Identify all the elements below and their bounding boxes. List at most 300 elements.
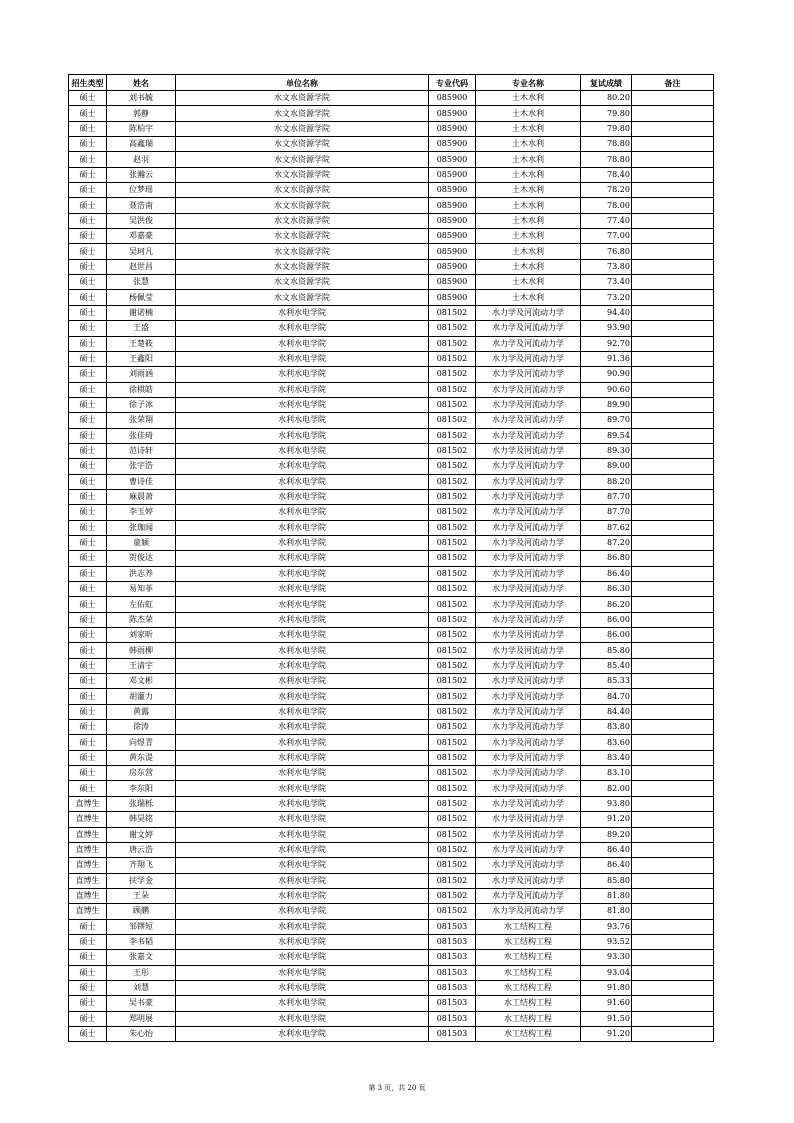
name-cell: 李书韬 <box>107 934 176 949</box>
retest-score-cell: 81.80 <box>581 888 632 903</box>
major-name-cell: 水力学及河流动力学 <box>476 873 581 888</box>
name-cell: 陈柏宇 <box>107 121 176 136</box>
unit-name-cell: 水文水资源学院 <box>176 137 429 152</box>
remarks-cell <box>632 505 714 520</box>
major-code-cell: 081502 <box>429 321 476 336</box>
unit-name-cell: 水文水资源学院 <box>176 275 429 290</box>
major-code-cell: 081502 <box>429 597 476 612</box>
header-major-name: 专业名称 <box>476 75 581 91</box>
unit-name-cell: 水利水电学院 <box>176 428 429 443</box>
major-code-cell: 081502 <box>429 612 476 627</box>
table-row <box>69 597 714 612</box>
major-code-cell: 081502 <box>429 428 476 443</box>
remarks-cell <box>632 1026 714 1041</box>
unit-name-cell: 水利水电学院 <box>176 1026 429 1041</box>
major-code-cell: 081502 <box>429 551 476 566</box>
remarks-cell <box>632 413 714 428</box>
major-name-cell: 土木水利 <box>476 152 581 167</box>
unit-name-cell: 水利水电学院 <box>176 628 429 643</box>
table-row <box>69 704 714 719</box>
major-name-cell: 土木水利 <box>476 183 581 198</box>
enrollment-type-cell: 直博生 <box>69 812 107 827</box>
enrollment-type-cell: 硕士 <box>69 198 107 213</box>
remarks-cell <box>632 643 714 658</box>
enrollment-type-cell: 硕士 <box>69 290 107 305</box>
remarks-cell <box>632 229 714 244</box>
name-cell: 洪志养 <box>107 566 176 581</box>
enrollment-type-cell: 硕士 <box>69 152 107 167</box>
table-row <box>69 520 714 535</box>
major-name-cell: 土木水利 <box>476 167 581 182</box>
enrollment-type-cell: 硕士 <box>69 628 107 643</box>
enrollment-type-cell: 硕士 <box>69 244 107 259</box>
major-name-cell: 水力学及河流动力学 <box>476 397 581 412</box>
enrollment-type-cell: 硕士 <box>69 704 107 719</box>
unit-name-cell: 水利水电学院 <box>176 735 429 750</box>
major-code-cell: 081502 <box>429 781 476 796</box>
remarks-cell <box>632 781 714 796</box>
enrollment-type-cell: 硕士 <box>69 965 107 980</box>
unit-name-cell: 水利水电学院 <box>176 443 429 458</box>
major-name-cell: 水力学及河流动力学 <box>476 505 581 520</box>
retest-score-cell: 78.40 <box>581 167 632 182</box>
unit-name-cell: 水利水电学院 <box>176 965 429 980</box>
retest-score-cell: 86.00 <box>581 628 632 643</box>
remarks-cell <box>632 137 714 152</box>
table-row <box>69 674 714 689</box>
major-name-cell: 土木水利 <box>476 91 581 106</box>
major-name-cell: 水力学及河流动力学 <box>476 796 581 811</box>
name-cell: 聂浩南 <box>107 198 176 213</box>
enrollment-type-cell: 硕士 <box>69 720 107 735</box>
major-name-cell: 水力学及河流动力学 <box>476 750 581 765</box>
major-name-cell: 土木水利 <box>476 106 581 121</box>
unit-name-cell: 水利水电学院 <box>176 858 429 873</box>
table-row <box>69 259 714 274</box>
name-cell: 吴珂凡 <box>107 244 176 259</box>
major-name-cell: 水力学及河流动力学 <box>476 658 581 673</box>
retest-score-cell: 90.90 <box>581 367 632 382</box>
retest-score-cell: 85.80 <box>581 643 632 658</box>
major-name-cell: 水力学及河流动力学 <box>476 628 581 643</box>
major-name-cell: 土木水利 <box>476 259 581 274</box>
name-cell: 贺俊达 <box>107 551 176 566</box>
name-cell: 李玉婷 <box>107 505 176 520</box>
retest-score-cell: 93.52 <box>581 934 632 949</box>
table-row <box>69 919 714 934</box>
unit-name-cell: 水文水资源学院 <box>176 290 429 305</box>
name-cell: 张珈闻 <box>107 520 176 535</box>
enrollment-type-cell: 硕士 <box>69 137 107 152</box>
table-row <box>69 290 714 305</box>
name-cell: 杨佩莹 <box>107 290 176 305</box>
table-row <box>69 1011 714 1026</box>
retest-score-cell: 78.00 <box>581 198 632 213</box>
enrollment-type-cell: 硕士 <box>69 674 107 689</box>
retest-score-cell: 93.30 <box>581 950 632 965</box>
name-cell: 邓文彬 <box>107 674 176 689</box>
major-code-cell: 081502 <box>429 735 476 750</box>
retest-score-cell: 89.54 <box>581 428 632 443</box>
retest-score-cell: 89.70 <box>581 413 632 428</box>
remarks-cell <box>632 689 714 704</box>
retest-score-cell: 93.04 <box>581 965 632 980</box>
enrollment-type-cell: 硕士 <box>69 489 107 504</box>
page-footer: 第 3 页，共 20 页 <box>368 1084 426 1092</box>
name-cell: 麻晨萧 <box>107 489 176 504</box>
retest-score-cell: 90.60 <box>581 382 632 397</box>
enrollment-type-cell: 硕士 <box>69 305 107 320</box>
retest-score-cell: 78.20 <box>581 183 632 198</box>
unit-name-cell: 水文水资源学院 <box>176 152 429 167</box>
table-row <box>69 658 714 673</box>
table-row <box>69 244 714 259</box>
enrollment-type-cell: 硕士 <box>69 91 107 106</box>
unit-name-cell: 水利水电学院 <box>176 873 429 888</box>
name-cell: 范诗轩 <box>107 443 176 458</box>
unit-name-cell: 水利水电学院 <box>176 950 429 965</box>
table-row <box>69 505 714 520</box>
unit-name-cell: 水利水电学院 <box>176 919 429 934</box>
major-name-cell: 土木水利 <box>476 275 581 290</box>
table-row <box>69 842 714 857</box>
unit-name-cell: 水文水资源学院 <box>176 106 429 121</box>
major-code-cell: 081502 <box>429 474 476 489</box>
major-code-cell: 085900 <box>429 167 476 182</box>
unit-name-cell: 水利水电学院 <box>176 305 429 320</box>
unit-name-cell: 水利水电学院 <box>176 474 429 489</box>
table-row <box>69 873 714 888</box>
major-code-cell: 085900 <box>429 244 476 259</box>
enrollment-type-cell: 直博生 <box>69 827 107 842</box>
table-row <box>69 934 714 949</box>
table-row <box>69 689 714 704</box>
major-name-cell: 水力学及河流动力学 <box>476 842 581 857</box>
major-name-cell: 水力学及河流动力学 <box>476 582 581 597</box>
major-name-cell: 土木水利 <box>476 229 581 244</box>
remarks-cell <box>632 904 714 919</box>
name-cell: 张佳琦 <box>107 428 176 443</box>
retest-score-cell: 91.80 <box>581 980 632 995</box>
enrollment-type-cell: 硕士 <box>69 520 107 535</box>
unit-name-cell: 水利水电学院 <box>176 720 429 735</box>
major-name-cell: 水力学及河流动力学 <box>476 674 581 689</box>
name-cell: 邹镠短 <box>107 919 176 934</box>
unit-name-cell: 水利水电学院 <box>176 321 429 336</box>
remarks-cell <box>632 443 714 458</box>
enrollment-type-cell: 硕士 <box>69 582 107 597</box>
remarks-cell <box>632 858 714 873</box>
table-row <box>69 489 714 504</box>
enrollment-type-cell: 直博生 <box>69 904 107 919</box>
header-enrollment-type: 招生类型 <box>69 75 107 91</box>
major-name-cell: 水力学及河流动力学 <box>476 781 581 796</box>
major-name-cell: 土木水利 <box>476 213 581 228</box>
remarks-cell <box>632 551 714 566</box>
retest-score-cell: 79.80 <box>581 121 632 136</box>
table-row <box>69 628 714 643</box>
unit-name-cell: 水文水资源学院 <box>176 167 429 182</box>
remarks-cell <box>632 766 714 781</box>
remarks-cell <box>632 827 714 842</box>
major-code-cell: 081502 <box>429 413 476 428</box>
enrollment-type-cell: 硕士 <box>69 750 107 765</box>
name-cell: 高鑫瑞 <box>107 137 176 152</box>
enrollment-type-cell: 硕士 <box>69 459 107 474</box>
retest-score-cell: 91.50 <box>581 1011 632 1026</box>
unit-name-cell: 水文水资源学院 <box>176 259 429 274</box>
table-row <box>69 106 714 121</box>
unit-name-cell: 水利水电学院 <box>176 551 429 566</box>
major-code-cell: 081502 <box>429 443 476 458</box>
enrollment-type-cell: 硕士 <box>69 367 107 382</box>
retest-score-cell: 89.00 <box>581 459 632 474</box>
remarks-cell <box>632 796 714 811</box>
enrollment-type-cell: 硕士 <box>69 167 107 182</box>
enrollment-type-cell: 硕士 <box>69 658 107 673</box>
table-row <box>69 827 714 842</box>
major-code-cell: 081502 <box>429 858 476 873</box>
retest-score-cell: 82.00 <box>581 781 632 796</box>
unit-name-cell: 水利水电学院 <box>176 489 429 504</box>
major-name-cell: 水力学及河流动力学 <box>476 489 581 504</box>
major-name-cell: 水工结构工程 <box>476 934 581 949</box>
name-cell: 吴洪俊 <box>107 213 176 228</box>
remarks-cell <box>632 305 714 320</box>
name-cell: 房东营 <box>107 766 176 781</box>
name-cell: 徐棋皓 <box>107 382 176 397</box>
major-name-cell: 水力学及河流动力学 <box>476 428 581 443</box>
remarks-cell <box>632 91 714 106</box>
retest-score-cell: 86.00 <box>581 612 632 627</box>
retest-score-cell: 86.40 <box>581 858 632 873</box>
table-row <box>69 735 714 750</box>
major-name-cell: 水工结构工程 <box>476 1026 581 1041</box>
unit-name-cell: 水文水资源学院 <box>176 229 429 244</box>
table-row <box>69 121 714 136</box>
name-cell: 郭静 <box>107 106 176 121</box>
major-name-cell: 土木水利 <box>476 290 581 305</box>
remarks-cell <box>632 750 714 765</box>
header-retest-score: 复试成绩 <box>581 75 632 91</box>
unit-name-cell: 水利水电学院 <box>176 689 429 704</box>
retest-score-cell: 85.80 <box>581 873 632 888</box>
unit-name-cell: 水利水电学院 <box>176 674 429 689</box>
enrollment-type-cell: 硕士 <box>69 980 107 995</box>
name-cell: 黄东湜 <box>107 750 176 765</box>
major-code-cell: 081502 <box>429 382 476 397</box>
remarks-cell <box>632 351 714 366</box>
unit-name-cell: 水利水电学院 <box>176 367 429 382</box>
name-cell: 谢诺楠 <box>107 305 176 320</box>
enrollment-type-cell: 硕士 <box>69 597 107 612</box>
unit-name-cell: 水利水电学院 <box>176 535 429 550</box>
retest-score-cell: 89.20 <box>581 827 632 842</box>
enrollment-type-cell: 直博生 <box>69 858 107 873</box>
unit-name-cell: 水文水资源学院 <box>176 244 429 259</box>
table-row <box>69 535 714 550</box>
major-code-cell: 081502 <box>429 582 476 597</box>
retest-score-cell: 83.80 <box>581 720 632 735</box>
table-row <box>69 397 714 412</box>
unit-name-cell: 水利水电学院 <box>176 796 429 811</box>
retest-score-cell: 91.20 <box>581 1026 632 1041</box>
unit-name-cell: 水利水电学院 <box>176 505 429 520</box>
name-cell: 李东阳 <box>107 781 176 796</box>
retest-score-cell: 89.90 <box>581 397 632 412</box>
enrollment-type-cell: 硕士 <box>69 336 107 351</box>
retest-score-cell: 86.40 <box>581 566 632 581</box>
retest-score-cell: 83.40 <box>581 750 632 765</box>
major-code-cell: 085900 <box>429 229 476 244</box>
major-name-cell: 水力学及河流动力学 <box>476 351 581 366</box>
name-cell: 唐云浩 <box>107 842 176 857</box>
remarks-cell <box>632 873 714 888</box>
table-row <box>69 137 714 152</box>
remarks-cell <box>632 183 714 198</box>
enrollment-type-cell: 硕士 <box>69 1026 107 1041</box>
major-name-cell: 土木水利 <box>476 137 581 152</box>
unit-name-cell: 水利水电学院 <box>176 934 429 949</box>
table-row <box>69 812 714 827</box>
unit-name-cell: 水利水电学院 <box>176 413 429 428</box>
major-code-cell: 081502 <box>429 766 476 781</box>
retest-score-cell: 80.20 <box>581 91 632 106</box>
table-row <box>69 321 714 336</box>
enrollment-type-cell: 硕士 <box>69 229 107 244</box>
retest-score-cell: 84.40 <box>581 704 632 719</box>
enrollment-type-cell: 直博生 <box>69 796 107 811</box>
major-name-cell: 水力学及河流动力学 <box>476 689 581 704</box>
enrollment-type-cell: 硕士 <box>69 428 107 443</box>
unit-name-cell: 水利水电学院 <box>176 336 429 351</box>
name-cell: 向煜青 <box>107 735 176 750</box>
remarks-cell <box>632 566 714 581</box>
major-code-cell: 085900 <box>429 259 476 274</box>
admission-table-container <box>68 74 713 1042</box>
retest-score-cell: 73.40 <box>581 275 632 290</box>
major-code-cell: 081502 <box>429 367 476 382</box>
retest-score-cell: 91.20 <box>581 812 632 827</box>
retest-score-cell: 94.40 <box>581 305 632 320</box>
major-name-cell: 水力学及河流动力学 <box>476 459 581 474</box>
enrollment-type-cell: 硕士 <box>69 121 107 136</box>
retest-score-cell: 93.80 <box>581 796 632 811</box>
name-cell: 陈杰荣 <box>107 612 176 627</box>
unit-name-cell: 水利水电学院 <box>176 888 429 903</box>
retest-score-cell: 86.20 <box>581 597 632 612</box>
major-name-cell: 水力学及河流动力学 <box>476 336 581 351</box>
major-name-cell: 水力学及河流动力学 <box>476 321 581 336</box>
major-name-cell: 水力学及河流动力学 <box>476 827 581 842</box>
unit-name-cell: 水利水电学院 <box>176 750 429 765</box>
remarks-cell <box>632 888 714 903</box>
major-code-cell: 081503 <box>429 1011 476 1026</box>
enrollment-type-cell: 硕士 <box>69 413 107 428</box>
retest-score-cell: 77.40 <box>581 213 632 228</box>
table-row <box>69 474 714 489</box>
major-code-cell: 081502 <box>429 489 476 504</box>
table-row <box>69 428 714 443</box>
remarks-cell <box>632 919 714 934</box>
table-header-row <box>69 75 714 91</box>
name-cell: 徐子冰 <box>107 397 176 412</box>
retest-score-cell: 86.30 <box>581 582 632 597</box>
table-row <box>69 750 714 765</box>
remarks-cell <box>632 259 714 274</box>
enrollment-type-cell: 直博生 <box>69 873 107 888</box>
retest-score-cell: 91.60 <box>581 996 632 1011</box>
enrollment-type-cell: 硕士 <box>69 321 107 336</box>
retest-score-cell: 88.20 <box>581 474 632 489</box>
table-row <box>69 413 714 428</box>
remarks-cell <box>632 658 714 673</box>
name-cell: 刘雨涵 <box>107 367 176 382</box>
enrollment-type-cell: 硕士 <box>69 996 107 1011</box>
retest-score-cell: 87.62 <box>581 520 632 535</box>
major-name-cell: 水力学及河流动力学 <box>476 735 581 750</box>
enrollment-type-cell: 硕士 <box>69 934 107 949</box>
major-code-cell: 081502 <box>429 336 476 351</box>
enrollment-type-cell: 硕士 <box>69 397 107 412</box>
major-name-cell: 水工结构工程 <box>476 919 581 934</box>
table-row <box>69 213 714 228</box>
enrollment-type-cell: 硕士 <box>69 766 107 781</box>
enrollment-type-cell: 硕士 <box>69 259 107 274</box>
unit-name-cell: 水利水电学院 <box>176 566 429 581</box>
major-code-cell: 081502 <box>429 351 476 366</box>
major-code-cell: 085900 <box>429 137 476 152</box>
major-name-cell: 水力学及河流动力学 <box>476 367 581 382</box>
admission-table <box>68 74 714 1042</box>
remarks-cell <box>632 704 714 719</box>
unit-name-cell: 水利水电学院 <box>176 704 429 719</box>
unit-name-cell: 水利水电学院 <box>176 996 429 1011</box>
major-code-cell: 081502 <box>429 305 476 320</box>
enrollment-type-cell: 硕士 <box>69 689 107 704</box>
major-code-cell: 085900 <box>429 106 476 121</box>
name-cell: 朱心怡 <box>107 1026 176 1041</box>
table-row <box>69 183 714 198</box>
retest-score-cell: 77.00 <box>581 229 632 244</box>
major-name-cell: 水力学及河流动力学 <box>476 413 581 428</box>
retest-score-cell: 85.33 <box>581 674 632 689</box>
major-code-cell: 081502 <box>429 658 476 673</box>
remarks-cell <box>632 842 714 857</box>
major-code-cell: 081502 <box>429 704 476 719</box>
unit-name-cell: 水文水资源学院 <box>176 91 429 106</box>
name-cell: 张宇浩 <box>107 459 176 474</box>
table-row <box>69 643 714 658</box>
table-row <box>69 612 714 627</box>
enrollment-type-cell: 硕士 <box>69 950 107 965</box>
major-name-cell: 土木水利 <box>476 244 581 259</box>
name-cell: 童颖 <box>107 535 176 550</box>
name-cell: 扶学金 <box>107 873 176 888</box>
remarks-cell <box>632 1011 714 1026</box>
remarks-cell <box>632 244 714 259</box>
remarks-cell <box>632 612 714 627</box>
remarks-cell <box>632 520 714 535</box>
remarks-cell <box>632 459 714 474</box>
unit-name-cell: 水利水电学院 <box>176 643 429 658</box>
table-row <box>69 720 714 735</box>
name-cell: 赵世昌 <box>107 259 176 274</box>
unit-name-cell: 水利水电学院 <box>176 597 429 612</box>
enrollment-type-cell: 硕士 <box>69 213 107 228</box>
table-row <box>69 996 714 1011</box>
table-row <box>69 305 714 320</box>
